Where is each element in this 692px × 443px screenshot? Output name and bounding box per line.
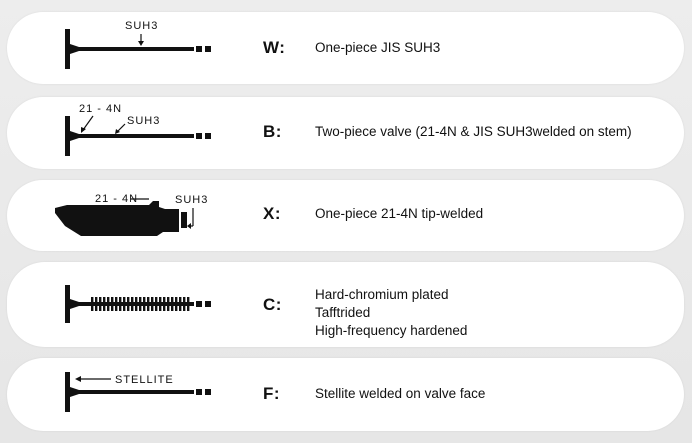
valve-desc-x: One-piece 21-4N tip-welded xyxy=(315,206,484,221)
valve-desc-c-2: Tafftrided xyxy=(315,305,371,320)
valve-code-w: W: xyxy=(263,38,286,57)
valve-code-b: B: xyxy=(263,122,282,141)
label-21-4n: 21 - 4N xyxy=(95,193,139,205)
valve-type-card-x xyxy=(7,180,684,251)
valve-desc-c-1: Hard-chromium plated xyxy=(315,287,449,302)
valve-desc-b: Two-piece valve (21-4N & JIS SUH3welded on stem) xyxy=(315,124,632,139)
valve-diagram-w xyxy=(7,12,237,84)
label-stellite: STELLITE xyxy=(115,374,174,386)
valve-code-x: X: xyxy=(263,204,281,223)
label-suh3: SUH3 xyxy=(175,194,209,206)
valve-type-card-c xyxy=(7,262,684,347)
valve-desc-w: One-piece JIS SUH3 xyxy=(315,40,441,55)
label-suh3: SUH3 xyxy=(127,115,161,127)
valve-diagram-b xyxy=(7,97,237,169)
valve-code-f: F: xyxy=(263,384,281,403)
label-suh3: SUH3 xyxy=(125,20,159,32)
valve-diagram-f xyxy=(7,358,237,431)
valve-type-card-b xyxy=(7,97,684,169)
valve-type-card-f xyxy=(7,358,684,431)
valve-desc-c-3: High-frequency hardened xyxy=(315,323,468,338)
valve-diagram-c xyxy=(7,262,237,347)
valve-diagram-x xyxy=(7,180,237,251)
valve-type-card-w xyxy=(7,12,684,84)
valve-code-c: C: xyxy=(263,295,282,314)
valve-desc-f: Stellite welded on valve face xyxy=(315,386,486,401)
label-21-4n: 21 - 4N xyxy=(79,103,123,115)
